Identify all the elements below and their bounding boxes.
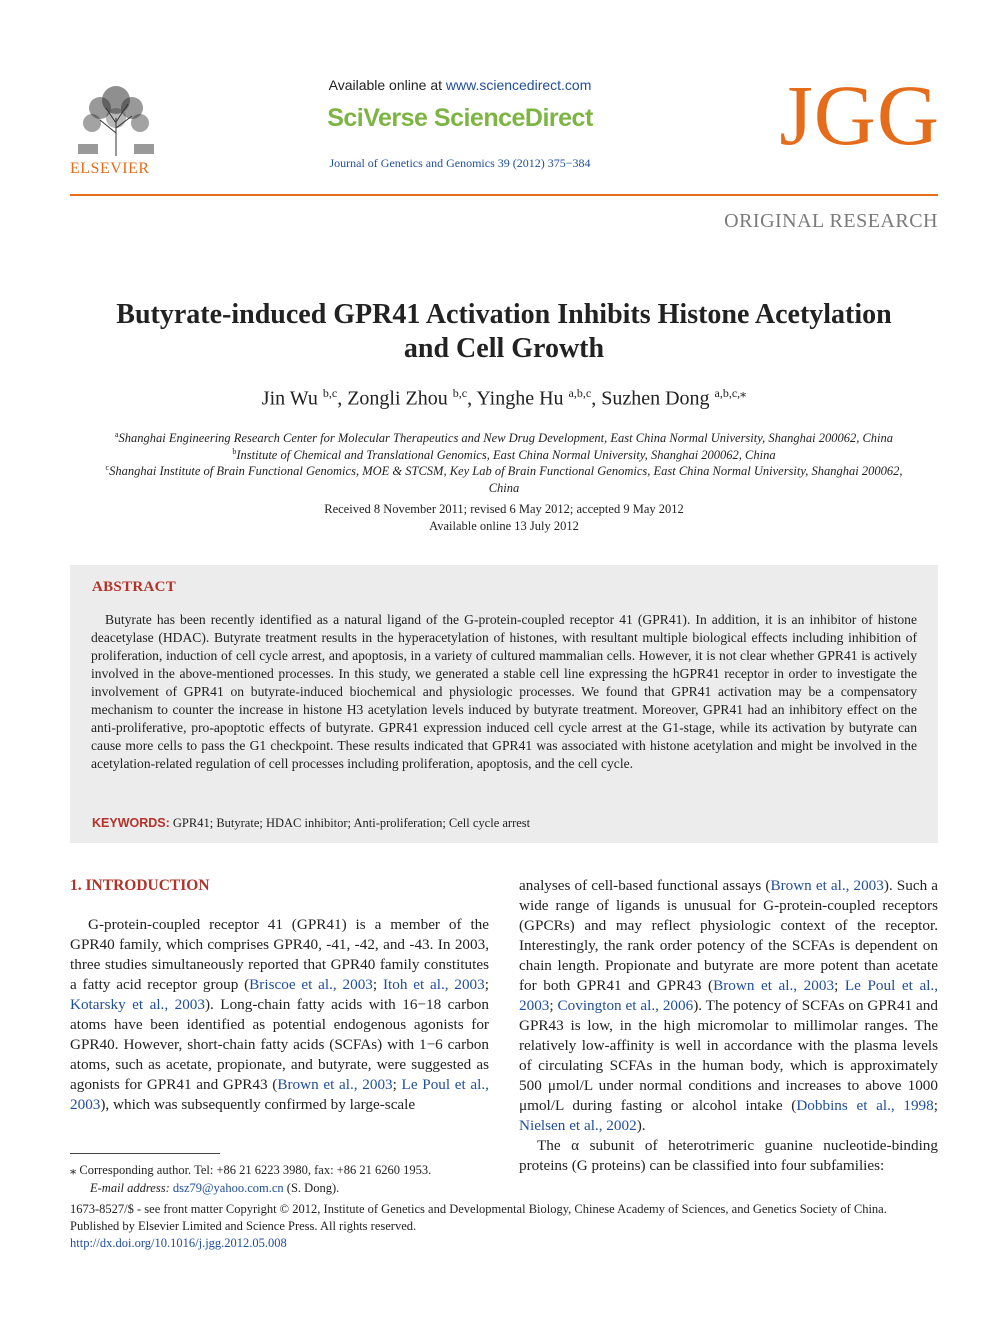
article-type: ORIGINAL RESEARCH (724, 210, 938, 232)
citation-link[interactable]: Kotarsky et al., 2003 (70, 996, 205, 1013)
body-column-right (519, 876, 938, 1176)
article-title: Butyrate-induced GPR41 Activation Inhibits Histone Acetylation and Cell Growth (116, 299, 892, 364)
email-line: E-mail address: dsz79@yahoo.com.cn (S. Dong). (90, 1181, 340, 1195)
citation-link[interactable]: Itoh et al., 2003 (382, 976, 485, 993)
citation-link[interactable]: Brown et al., 2003 (713, 977, 835, 994)
sciverse-brand: SciVerse ScienceDirect (327, 104, 593, 132)
citation-link[interactable]: Nielsen et al., 2002 (519, 1117, 637, 1134)
abstract-box (70, 565, 938, 843)
author-name: Zongli Zhou (347, 387, 453, 410)
doi-link[interactable]: http://dx.doi.org/10.1016/j.jgg.2012.05.008 (70, 1236, 287, 1250)
keywords-label: KEYWORDS: (92, 816, 170, 830)
elsevier-tree-icon (70, 78, 162, 158)
available-date: Available online 13 July 2012 (429, 519, 579, 533)
footnote-rule (70, 1153, 220, 1154)
intro-paragraph-2: The α subunit of heterotrimeric guanine nucleotide-binding proteins (G proteins) can be classified into four subfamilies: (519, 1137, 938, 1174)
copyright-line: 1673-8527/$ - see front matter Copyright © 2012, Institute of Genetics and Developmental Biology, Chinese Academy of Sciences, and Genetics Society of China. (70, 1202, 887, 1216)
keywords-list: GPR41; Butyrate; HDAC inhibitor; Anti-proliferation; Cell cycle arrest (169, 816, 531, 830)
affiliation-b: $^b$Institute of Chemical and Translational Genomics, East China Normal University, Shanghai 200062, China (232, 447, 776, 463)
received-dates: Received 8 November 2011; revised 6 May 2012; accepted 9 May 2012 (324, 502, 684, 516)
author-affiliation-mark: a,b,c,⁎ (714, 386, 747, 400)
jgg-logo: JGG (779, 67, 940, 163)
doi-line (70, 1235, 938, 1252)
citation-link[interactable]: Brown et al., 2003 (277, 1076, 393, 1093)
citation-link[interactable]: Le Poul et al., 2003 (519, 977, 939, 1014)
author-affiliation-mark: b,c (322, 386, 338, 400)
elsevier-logo (70, 78, 162, 182)
author-affiliation-mark: b,c (452, 386, 468, 400)
corresponding-author: ⁎ Corresponding author. Tel: +86 21 6223 3980, fax: +86 21 6260 1953. (70, 1163, 432, 1177)
author-list: Jin Wu $^{b,c}$, Zongli Zhou $^{b,c}$, Yinghe Hu $^{a,b,c}$, Suzhen Dong $^{a,b,c,⁎}$ (261, 386, 747, 410)
citation-link[interactable]: Dobbins et al., 1998 (796, 1097, 934, 1114)
affiliation-c: $^c$Shanghai Institute of Brain Functional Genomics, MOE & STCSM, Key Lab of Brain Functional Genomics, East China Normal University, Shanghai 200062, China (105, 463, 903, 496)
citation-link[interactable]: Brown et al., 2003 (770, 877, 884, 894)
intro-paragraph-1: G-protein-coupled receptor 41 (GPR41) is a member of the GPR40 family, which comprises GPR40, -41, -42, and -43. In 2003, three studies simultaneously reported that GPR40 family constitutes a fatty acid receptor group (Briscoe et al., 2003; Itoh et al., 2003; Kotarsky et al., 2003). Long-chain fatty acids with 16−18 carbon atoms have been identified as potential endogenous agonists for GPR40. However, short-chain fatty acids (SCFAs) with 1−6 carbon atoms, such as acetate, propionate, and butyrate, were suggested as agonists for GPR41 and GPR43 (Brown et al., 2003; Le Poul et al., 2003), which was subsequently confirmed by large-scale (70, 916, 489, 1113)
journal-citation[interactable]: Journal of Genetics and Genomics 39 (2012) 375−384 (329, 156, 591, 170)
affiliation-a: $^a$Shanghai Engineering Research Center for Molecular Therapeutics and New Drug Development, East China Normal University, Shanghai 200062, China (114, 430, 894, 446)
publisher-line: Published by Elsevier Limited and Science Press. All rights reserved. (70, 1219, 417, 1233)
author-name: Jin Wu (261, 387, 323, 410)
abstract-heading: ABSTRACT (92, 579, 177, 595)
citation-link[interactable]: Le Poul et al., 2003 (70, 1076, 489, 1113)
citation-link[interactable]: Briscoe et al., 2003 (249, 976, 373, 993)
author-affiliation-mark: a,b,c (568, 386, 592, 400)
body-column-left (70, 915, 489, 1115)
sciencedirect-link[interactable]: www.sciencedirect.com (445, 77, 592, 93)
author-name: Yinghe Hu (476, 387, 569, 410)
intro-paragraph-1-cont: analyses of cell-based functional assays (Brown et al., 2003). Such a wide range of ligands is unusual for G-protein-coupled receptors (GPCRs) and may reflect physiologic context of the receptor. Interestingly, the rank order potency of the SCFAs is dependent on chain length. Propionate and butyrate are more potent than acetate for both GPR41 and GPR43 (Brown et al., 2003; Le Poul et al., 2003; Covington et al., 2006). The potency of SCFAs on GPR41 and GPR43 is low, in the high micromolar to millimolar ranges. The relatively low-affinity is well in accordance with the plasma levels of circulating SCFAs in the human body, which is approximately 500 μmol/L under normal conditions and increases to above 1000 μmol/L during fasting or alcohol intake (Dobbins et al., 1998; Nielsen et al., 2002). (519, 877, 939, 1134)
available-online: Available online at www.sciencedirect.com (328, 77, 592, 93)
publisher-name: ELSEVIER (70, 160, 150, 177)
section-heading-introduction: 1. INTRODUCTION (70, 877, 210, 894)
citation-link[interactable]: Covington et al., 2006 (557, 997, 694, 1014)
email-link[interactable]: dsz79@yahoo.com.cn (172, 1181, 284, 1195)
abstract-text: Butyrate has been recently identified as a natural ligand of the G-protein-coupled receptor 41 (GPR41). In addition, it is an inhibitor of histone deacetylase (HDAC). Butyrate treatment results in the hyperacetylation of histones, with resultant multiple biological effects including inhibition of proliferation, induction of cell cycle arrest, and apoptosis, in a variety of cultured mammalian cells. However, it is not clear whether GPR41 is actively involved in the above-mentioned processes. In this study, we generated a stable cell line expressing the hGPR41 receptor in order to investigate the involvement of GPR41 on butyrate-induced biochemical and physiologic processes. We found that GPR41 activation may be a compensatory mechanism to counter the increase in histone H3 acetylation levels induced by butyrate treatment. Moreover, GPR41 had an inhibitory effect on the anti-proliferative, pro-apoptotic effects of butyrate. GPR41 expression induced cell cycle arrest at the G1-stage, while its activation by butyrate can cause more cells to pass the G1 checkpoint. These results indicated that GPR41 was associated with histone acetylation and might be involved in the acetylation-related regulation of cell processes including proliferation, apoptosis, and the cell cycle. (91, 612, 917, 771)
header-rule (70, 194, 938, 196)
keywords (92, 816, 530, 831)
author-name: Suzhen Dong (601, 387, 715, 410)
